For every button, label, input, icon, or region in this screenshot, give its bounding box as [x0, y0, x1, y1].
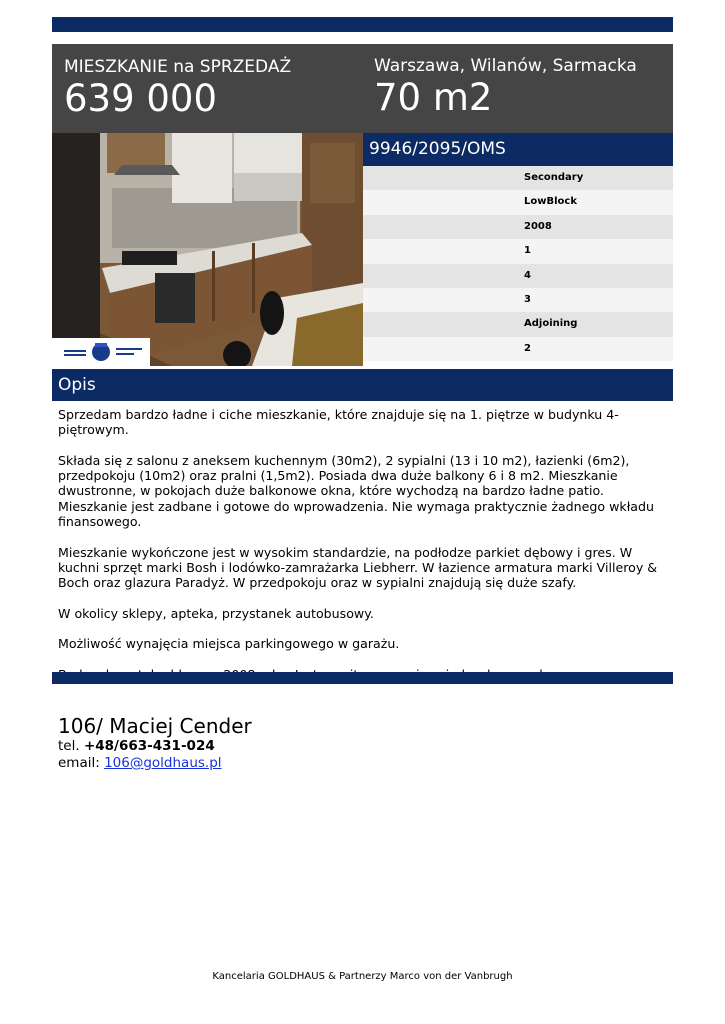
description-paragraph: W okolicy sklepy, apteka, przystanek autobusowy. [58, 605, 374, 621]
detail-row [363, 312, 673, 336]
price-block [64, 56, 291, 120]
detail-row [363, 190, 673, 214]
detail-value: 2 [524, 342, 531, 354]
details-table [363, 166, 673, 361]
price: 639 000 [64, 77, 218, 120]
phone-number: +48/663-431-024 [83, 738, 215, 754]
detail-value: Adjoining [524, 318, 578, 330]
detail-row [363, 166, 673, 190]
detail-value: 3 [524, 293, 531, 305]
top-bar [52, 17, 673, 32]
description-text [58, 407, 666, 698]
agent-phone-line [58, 738, 252, 755]
location: Warszawa, Wilanów, Sarmacka [374, 56, 637, 76]
detail-value: LowBlock [524, 196, 577, 208]
detail-row [363, 288, 673, 312]
phone-label: tel. [58, 738, 80, 754]
detail-row [363, 337, 673, 361]
email-link[interactable]: 106@goldhaus.pl [104, 755, 222, 771]
company-logo [52, 338, 150, 366]
email-label: email: [58, 755, 100, 771]
detail-row [363, 239, 673, 263]
detail-value: 2008 [524, 220, 552, 232]
listing-header [52, 44, 673, 133]
apartment-photo [52, 133, 363, 366]
logo-crest-icon [52, 338, 150, 366]
detail-row [363, 264, 673, 288]
footer-text: Kancelaria GOLDHAUS & Partnerzy Marco von der Vanbrugh [212, 971, 513, 982]
divider-bar [52, 672, 673, 684]
detail-value: 1 [524, 245, 531, 257]
description-paragraph: Sprzedam bardzo ładne i ciche mieszkanie, które znajduje się na 1. piętrze w budynku 4-piętrowym. [58, 407, 619, 438]
detail-value: Secondary [524, 172, 584, 183]
description-paragraph: Możliwość wynajęcia miejsca parkingowego w garażu. [58, 636, 400, 652]
area: 70 m2 [374, 76, 493, 119]
agent-contact [58, 714, 252, 772]
agent-email-line [58, 755, 252, 772]
agent-name: 106/ Maciej Cender [58, 714, 252, 738]
listing-type: MIESZKANIE na SPRZEDAŻ [64, 57, 292, 77]
detail-value: 4 [524, 269, 531, 281]
location-block [374, 55, 637, 119]
kitchen-photo-illustration [52, 133, 363, 366]
reference-number: 9946/2095/OMS [363, 133, 673, 166]
description-paragraph: Składa się z salonu z aneksem kuchennym (30m2), 2 sypialni (13 i 10 m2), łazienki (6m2), przedpokoju (10m2) oraz pralni (1,5m2). Posiada dwa duże balkony 6 i 8 m2. Mieszkanie dwustronne, w pokojach duże balkonowe okna, które wychodzą na bardzo ładne patio. Mieszkanie jest zadbane i gotowe do wprowadzenia. Nie wymaga praktycznie żadnego wkładu finansowego. [58, 452, 654, 530]
description-paragraph: Mieszkanie wykończone jest w wysokim standardzie, na podłodze parkiet dębowy i gres. W kuchni sprzęt marki Bosh i lodówko-zamrażarka Liebherr. W łazience armatura marki Villeroy & Boch oraz glazura Paradyż. W przedpokoju oraz w sypialni znajdują się duże szafy. [58, 544, 658, 591]
detail-row [363, 215, 673, 239]
description-heading: Opis [52, 369, 673, 401]
